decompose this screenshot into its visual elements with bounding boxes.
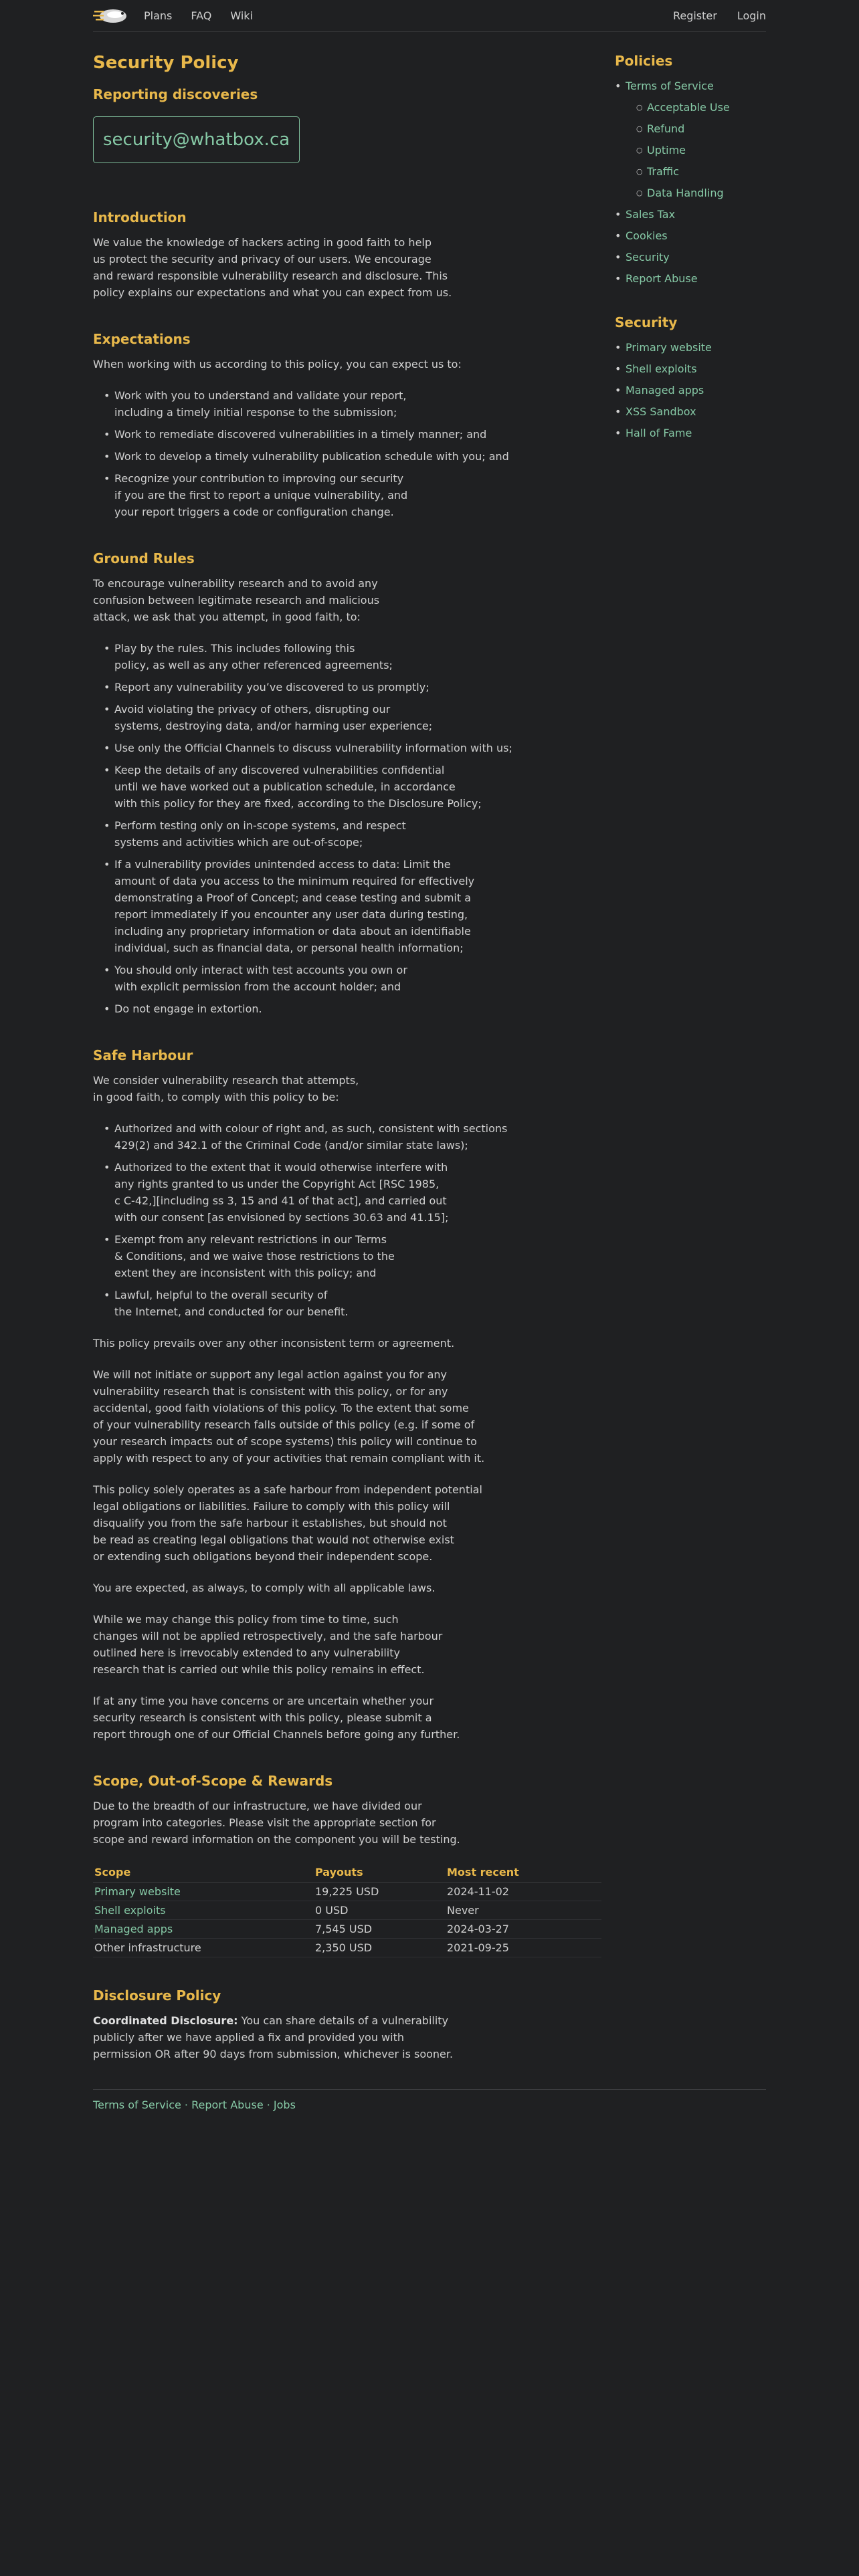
nav-login-link[interactable]: Login bbox=[737, 9, 766, 22]
sidebar-item-hall-of-fame[interactable]: • Hall of Fame bbox=[615, 425, 766, 441]
payout-cell: 19,225 USD bbox=[314, 1883, 446, 1901]
nav-register-link[interactable]: Register bbox=[672, 9, 717, 22]
list-item: • Play by the rules. This includes following this policy, as well as any other referenced agreements; bbox=[104, 640, 615, 673]
disclosure-body: You can share details of a vulnerability publicly after we have applied a fix and provided you with permission OR after 90 days from submission, whichever is sooner. bbox=[93, 2014, 454, 2060]
scope-heading: Scope, Out-of-Scope & Rewards bbox=[93, 1773, 333, 1789]
column-header-scope: Scope bbox=[93, 1862, 314, 1883]
list-item: • Exempt from any relevant restrictions in our Terms & Conditions, and we waive those restrictions to the extent they are inconsistent with this policy; and bbox=[104, 1231, 615, 1281]
list-item: • Lawful, helpful to the overall security of the Internet, and conducted for our benefit. bbox=[104, 1287, 615, 1320]
ground-rules-list bbox=[104, 640, 615, 1017]
payout-cell: 2,350 USD bbox=[314, 1939, 446, 1957]
sidebar-item-shell-exploits[interactable]: • Shell exploits bbox=[615, 360, 766, 377]
safe-harbour-paragraph: This policy solely operates as a safe harbour from independent potential legal obligations or liabilities. Failure to comply with this policy will disqualify you from the safe harbour it establishes, but should not be read as creating legal obligations that would not otherwise exist or extending such obligations beyond their independent scope. bbox=[93, 1483, 482, 1563]
most-recent-cell: 2024-03-27 bbox=[446, 1920, 601, 1939]
list-item: • Keep the details of any discovered vulnerabilities confidential until we have worked out a publication schedule, in accordance with this policy for they are fixed, according to the Disclosure Policy; bbox=[104, 762, 615, 812]
disclosure-label: Coordinated Disclosure: bbox=[93, 2014, 238, 2027]
navbar bbox=[93, 0, 766, 32]
intro-heading: Introduction bbox=[93, 209, 187, 225]
sidebar-item-traffic[interactable]: ○ Traffic bbox=[636, 163, 766, 180]
sidebar-item-primary-website[interactable]: • Primary website bbox=[615, 339, 766, 356]
safe-harbour-paragraph: You are expected, as always, to comply with all applicable laws. bbox=[93, 1582, 436, 1594]
table-header-row bbox=[93, 1862, 601, 1883]
scope-lead: Due to the breadth of our infrastructure, we have divided our program into categories. Please visit the appropriate section for scope and reward information on the component you will be testing. bbox=[93, 1800, 460, 1846]
safe-harbour-lead: We consider vulnerability research that attempts, in good faith, to comply with this policy to be: bbox=[93, 1074, 359, 1103]
expectations-lead: When working with us according to this policy, you can expect us to: bbox=[93, 358, 462, 370]
nav-plans-link[interactable]: Plans bbox=[144, 9, 173, 22]
scope-link-shell-exploits[interactable]: Shell exploits bbox=[93, 1901, 314, 1920]
column-header-payouts: Payouts bbox=[314, 1862, 446, 1883]
payout-cell: 0 USD bbox=[314, 1901, 446, 1920]
expectations-heading: Expectations bbox=[93, 331, 191, 347]
sidebar-item-xss-sandbox[interactable]: • XSS Sandbox bbox=[615, 403, 766, 420]
safe-harbour-paragraph: While we may change this policy from time to time, such changes will not be applied retrospectively, and the safe harbour outlined here is irrevocably extended to any vulnerability research that is carried out while this policy remains in effect. bbox=[93, 1613, 443, 1676]
list-item: • Avoid violating the privacy of others, disrupting our systems, destroying data, and/or harming user experience; bbox=[104, 701, 615, 734]
safe-harbour-paragraph: If at any time you have concerns or are uncertain whether your security research is consistent with this policy, please submit a report through one of our Official Channels before going any further. bbox=[93, 1695, 460, 1741]
nav-wiki-link[interactable]: Wiki bbox=[230, 9, 253, 22]
main-content bbox=[93, 52, 615, 2077]
footer-separator: · bbox=[263, 2099, 274, 2111]
table-row bbox=[93, 1901, 601, 1920]
page bbox=[93, 0, 766, 2113]
footer-terms-link[interactable]: Terms of Service bbox=[93, 2099, 181, 2111]
reporting-heading: Reporting discoveries bbox=[93, 86, 258, 102]
footer-report-abuse-link[interactable]: Report Abuse bbox=[191, 2099, 264, 2111]
scope-link-managed-apps[interactable]: Managed apps bbox=[93, 1920, 314, 1939]
safe-harbour-paragraph: This policy prevails over any other inconsistent term or agreement. bbox=[93, 1337, 455, 1350]
sidebar-item-terms-of-service[interactable]: • Terms of Service bbox=[615, 78, 766, 94]
list-item: • You should only interact with test accounts you own or with explicit permission from the account holder; and bbox=[104, 962, 615, 995]
safe-harbour-heading: Safe Harbour bbox=[93, 1047, 193, 1063]
list-item: • Work with you to understand and validate your report, including a timely initial response to the submission; bbox=[104, 387, 615, 421]
list-item: • Recognize your contribution to improving our security if you are the first to report a unique vulnerability, and your report triggers a code or configuration change. bbox=[104, 470, 615, 520]
most-recent-cell: 2021-09-25 bbox=[446, 1939, 601, 1957]
footer-separator: · bbox=[181, 2099, 192, 2111]
whatbox-logo-icon[interactable] bbox=[93, 4, 128, 28]
sidebar-item-security[interactable]: • Security bbox=[615, 249, 766, 265]
list-item: • Do not engage in extortion. bbox=[104, 1000, 615, 1017]
scope-table bbox=[93, 1862, 601, 1957]
sidebar-security-list bbox=[615, 339, 766, 441]
sidebar-item-uptime[interactable]: ○ Uptime bbox=[636, 142, 766, 158]
nav-right bbox=[653, 7, 766, 24]
most-recent-cell: Never bbox=[446, 1901, 601, 1920]
sidebar-item-refund[interactable]: ○ Refund bbox=[636, 120, 766, 137]
expectations-list bbox=[104, 387, 615, 520]
column-header-most-recent: Most recent bbox=[446, 1862, 601, 1883]
sidebar-item-report-abuse[interactable]: • Report Abuse bbox=[615, 270, 766, 287]
ground-rules-heading: Ground Rules bbox=[93, 550, 195, 566]
scope-link-primary-website[interactable]: Primary website bbox=[93, 1883, 314, 1901]
list-item: • Authorized and with colour of right and, as such, consistent with sections 429(2) and 342.1 of the Criminal Code (and/or similar state laws); bbox=[104, 1120, 615, 1154]
sidebar-security-heading: Security bbox=[615, 314, 678, 330]
sidebar-policies-list bbox=[615, 78, 766, 287]
security-email-link[interactable]: security@whatbox.ca bbox=[93, 116, 300, 163]
table-row bbox=[93, 1920, 601, 1939]
sidebar-item-managed-apps[interactable]: • Managed apps bbox=[615, 382, 766, 399]
intro-text: We value the knowledge of hackers acting in good faith to help us protect the security and privacy of our users. We encourage and reward responsible vulnerability research and disclosure. This policy explains our expectations and what you can expect from us. bbox=[93, 236, 452, 299]
list-item: • If a vulnerability provides unintended access to data: Limit the amount of data you access to the minimum required for effectively demonstrating a Proof of Concept; and cease testing and submit a report immediately if you encounter any user data during testing, including any proprietary information or data about an identifiable individual, such as financial data, or personal health information; bbox=[104, 856, 615, 956]
sidebar-item-data-handling[interactable]: ○ Data Handling bbox=[636, 185, 766, 201]
footer bbox=[93, 2089, 766, 2113]
disclosure-text bbox=[93, 2012, 615, 2062]
footer-jobs-link[interactable]: Jobs bbox=[273, 2099, 296, 2111]
disclosure-heading: Disclosure Policy bbox=[93, 1988, 221, 2004]
table-row bbox=[93, 1939, 601, 1957]
list-item: • Perform testing only on in-scope systems, and respect systems and activities which are out-of-scope; bbox=[104, 817, 615, 851]
list-item: • Work to remediate discovered vulnerabilities in a timely manner; and bbox=[104, 426, 615, 443]
sidebar bbox=[615, 52, 766, 2077]
sidebar-policies-heading: Policies bbox=[615, 53, 673, 69]
safe-harbour-list bbox=[104, 1120, 615, 1320]
sidebar-item-cookies[interactable]: • Cookies bbox=[615, 227, 766, 244]
sidebar-item-acceptable-use[interactable]: ○ Acceptable Use bbox=[636, 99, 766, 116]
ground-rules-lead: To encourage vulnerability research and to avoid any confusion between legitimate research and malicious attack, we ask that you attempt, in good faith, to: bbox=[93, 577, 380, 623]
list-item: • Report any vulnerability you’ve discovered to us promptly; bbox=[104, 679, 615, 695]
page-title: Security Policy bbox=[93, 53, 239, 73]
sidebar-item-sales-tax[interactable]: • Sales Tax bbox=[615, 206, 766, 223]
nav-left bbox=[144, 7, 272, 24]
payout-cell: 7,545 USD bbox=[314, 1920, 446, 1939]
most-recent-cell: 2024-11-02 bbox=[446, 1883, 601, 1901]
table-row bbox=[93, 1883, 601, 1901]
safe-harbour-paragraph: We will not initiate or support any legal action against you for any vulnerability research that is consistent with this policy, or for any accidental, good faith violations of this policy. To the extent that some of your vulnerability research falls outside of this policy (e.g. if some of your research impacts out of scope systems) this policy will continue to apply with respect to any of your activities that remain compliant with it. bbox=[93, 1368, 485, 1465]
list-item: • Authorized to the extent that it would otherwise interfere with any rights granted to us under the Copyright Act [RSC 1985, c C-42,][including ss 3, 15 and 41 of that act], and carried out with our consent [as envisioned by sections 30.63 and 41.15]; bbox=[104, 1159, 615, 1226]
list-item: • Work to develop a timely vulnerability publication schedule with you; and bbox=[104, 448, 615, 465]
nav-faq-link[interactable]: FAQ bbox=[191, 9, 212, 22]
list-item: • Use only the Official Channels to discuss vulnerability information with us; bbox=[104, 740, 615, 756]
scope-cell-other-infrastructure: Other infrastructure bbox=[93, 1939, 314, 1957]
